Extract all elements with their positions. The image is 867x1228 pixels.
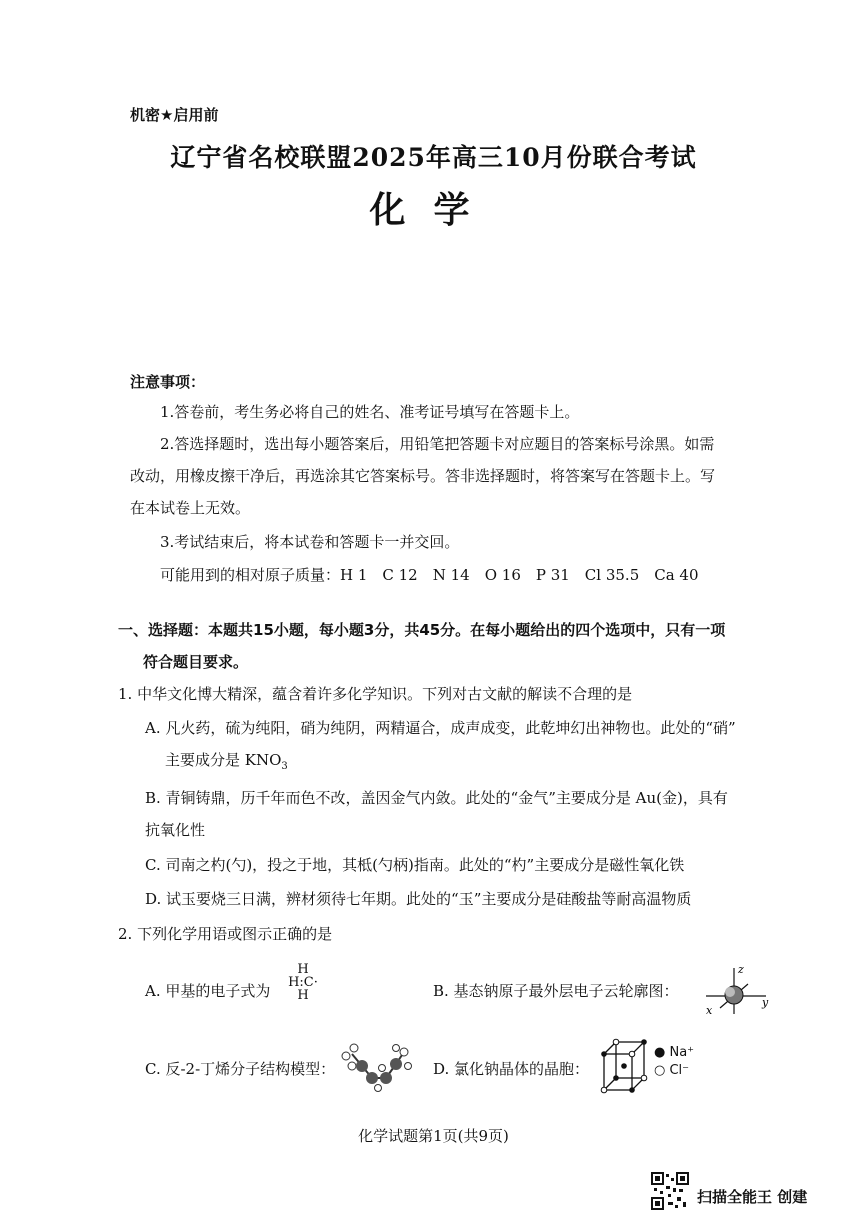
notice-item-2-line2: 改动，用橡皮擦干净后，再选涂其它答案标号。答非选择题时，将答案写在答题卡上。写 (130, 467, 716, 485)
axis-y-label: y (762, 996, 769, 1009)
notice-heading: 注意事项： (130, 373, 206, 391)
nacl-unit-cell (598, 1036, 652, 1096)
page-footer: 化学试题第1页(共9页) (358, 1127, 509, 1145)
axis-x-label: x (706, 1004, 713, 1017)
q1-option-a-line1: A. 凡火药，硫为纯阳，硝为纯阴，两精逼合，成声成变，此乾坤幻出神物也。此处的“硝” (145, 719, 736, 737)
subject-title: 化学 (369, 189, 498, 231)
q2-option-b: B. 基态钠原子最外层电子云轮廓图： (433, 982, 679, 1000)
atomic-mass-line: 可能用到的相对原子质量：H 1 C 12 N 14 O 16 P 31 Cl 35.5 Ca 40 (160, 566, 699, 584)
notice-item-2-line3: 在本试卷上无效。 (130, 499, 251, 517)
q2-option-d: D. 氯化钠晶体的晶胞： (433, 1060, 590, 1078)
notice-item-3: 3.考试结束后，将本试卷和答题卡一并交回。 (160, 533, 460, 551)
q1-stem: 1. 中华文化博大精深，蕴含着许多化学知识。下列对古文献的解读不合理的是 (118, 685, 633, 703)
notice-item-1: 1.答卷前，考生务必将自己的姓名、准考证号填写在答题卡上。 (160, 403, 580, 421)
q1-option-d: D. 试玉要烧三日满，辨材须待七年期。此处的“玉”主要成分是硅酸盐等耐高温物质 (145, 890, 692, 908)
methyl-electron-formula: H H:C· H (288, 962, 318, 1003)
cl-dot-icon: ○ (654, 1063, 666, 1078)
axis-z-label: z (738, 963, 744, 976)
nacl-legend: ● Na⁺ ○ Cl⁻ (654, 1045, 695, 1078)
q1-option-a-line2: 主要成分是 $KNO_3$ (165, 751, 288, 772)
qr-code-icon (651, 1172, 689, 1210)
q2-stem: 2. 下列化学用语或图示正确的是 (118, 925, 333, 943)
electron-cloud-diagram (700, 962, 772, 1018)
notice-item-2-line1: 2.答选择题时，选出每小题答案后，用铅笔把答题卡对应题目的答案标号涂黑。如需 (160, 435, 715, 453)
exam-title: 辽宁省名校联盟2025年高三10月份联合考试 (170, 143, 697, 172)
q2-option-c: C. 反-2-丁烯分子结构模型： (145, 1060, 336, 1078)
scanner-watermark: 扫描全能王 创建 (697, 1188, 808, 1206)
q1-option-b-line1: B. 青铜铸鼎，历千年而色不改，盖因金气内敛。此处的“金气”主要成分是 Au(金)，具有 (145, 789, 728, 807)
trans-2-butene-model (338, 1042, 412, 1092)
q1-option-b-line2: 抗氧化性 (145, 821, 206, 839)
section-heading-line2: 符合题目要求。 (143, 653, 249, 671)
confidential-label: 机密★启用前 (130, 106, 219, 124)
na-dot-icon: ● (654, 1045, 666, 1060)
q2-option-a: A. 甲基的电子式为 (145, 982, 271, 1000)
q1-option-c: C. 司南之杓(勺)，投之于地，其柢(勺柄)指南。此处的“杓”主要成分是磁性氧化铁 (145, 856, 685, 874)
section-heading: 一、选择题：本题共15小题，每小题3分，共45分。在每小题给出的四个选项中，只有一项 (118, 621, 726, 639)
